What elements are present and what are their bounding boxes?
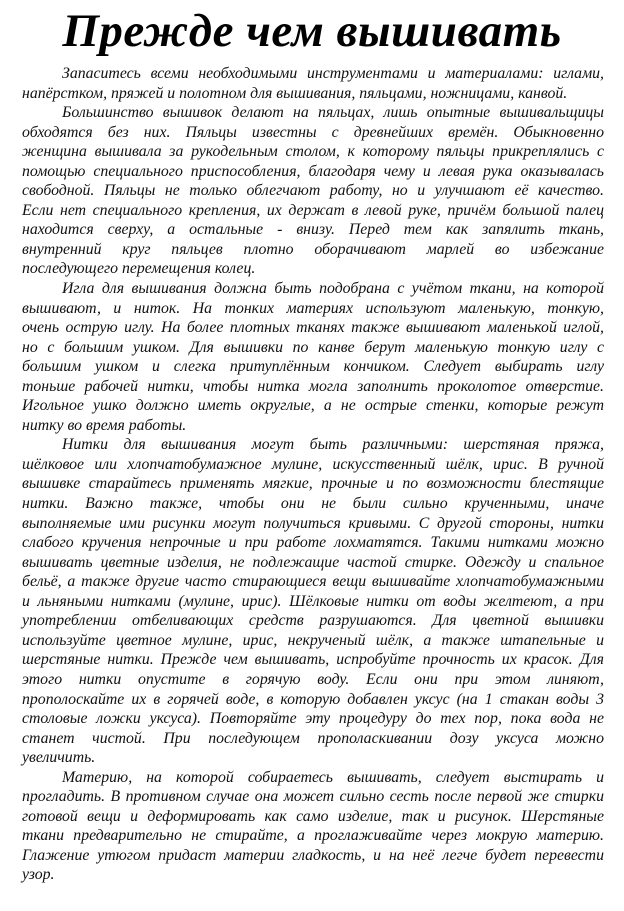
paragraph-line: шёлковое или хлопчатобумажное мулине, искусственный шёлк, ирис. В ручной <box>22 455 604 473</box>
paragraph-line: очень острую иглу. На более плотных тканях также вышивают маленькой иглой, <box>22 319 604 337</box>
page-title: Прежде чем вышивать <box>62 5 562 57</box>
paragraph-line: выполняемые ими рисунки могут получиться кривыми. С другой стороны, нитки <box>22 514 604 532</box>
paragraph-line: нитку во время работы. <box>22 416 187 434</box>
paragraph-line: помощью специального приспособления, благодаря чему и левая рука оказывалась <box>22 162 604 180</box>
paragraph-line: прополоскайте их в горячей воде, в которую добавлен уксус (на 1 стакан воды 3 <box>22 690 604 708</box>
paragraph-line: шерстяные нитки. Прежде чем вышивать, испробуйте прочность их красок. Для <box>22 651 604 669</box>
paragraph-line: Материю, на которой собираетесь вышивать, следует выстирать и <box>62 768 604 786</box>
paragraph-line: Нитки для вышивания могут быть различными: шерстяная пряжа, <box>62 436 604 454</box>
paragraph-line: находится сверху, а остальные - внизу. Перед тем как запялить ткань, <box>22 221 604 239</box>
paragraph-line: Если нет специального крепления, их держат в левой руке, причём большой палец <box>22 201 604 219</box>
paragraph-line: бельё, а также другие часто стирающиеся вещи вышивайте хлопчатобумажными <box>22 573 604 591</box>
paragraph <box>22 279 604 435</box>
paragraph <box>22 768 604 885</box>
paragraph <box>22 64 604 103</box>
paragraph-line: последующего перемещения колец. <box>22 260 256 278</box>
paragraph-line: нитки. Важно также, чтобы они не были сильно крученными, иначе <box>22 495 604 513</box>
paragraph-line: Запаситесь всеми необходимыми инструментами и материалами: иглами, <box>62 65 604 82</box>
paragraph-line: Глажение утюгом придаст материи гладкость, и на неё легче будет перевести <box>22 846 604 864</box>
paragraph-line: Игла для вышивания должна быть подобрана с учётом ткани, на которой <box>62 280 604 298</box>
paragraph-line: вышивают, и ниток. На тонких материях используют маленькую, тонкую, <box>22 299 604 317</box>
paragraph-line: напёрстком, пряжей и полотном для вышивания, пяльцами, ножницами, канвой. <box>22 84 568 102</box>
paragraph-line: прогладить. В противном случае она может сильно сесть после первой же стирки <box>22 788 604 806</box>
paragraph-line: внутренний круг пяльцев плотно оборачивают марлей во избежание <box>22 240 604 258</box>
paragraph-line: и льняными нитками (мулине, ирис). Шёлковые нитки от воды желтеют, а при <box>22 592 604 610</box>
paragraph-line: ткани предварительно не стирайте, а проглаживайте через мокрую материю. <box>22 827 604 845</box>
paragraph-line: готовой вещи и деформировать как само изделие, так и рисунок. Шерстяные <box>22 807 604 825</box>
paragraph-line: станет чистой. При последующем прополаскивании дозу уксуса можно <box>22 729 604 747</box>
paragraph-line: вышивке старайтесь применять мягкие, прочные и по возможности блестящие <box>22 475 604 493</box>
paragraph-line: обходятся без них. Пяльцы известны с древнейших времён. Обыкновенно <box>22 123 604 141</box>
paragraph-line: вышивать цветные изделия, не подлежащие частой стирке. Одежду и спальное <box>22 553 604 571</box>
paragraph-line: этого нитки опустите в горячую воду. Если они при этом линяют, <box>22 670 604 688</box>
paragraph-line: узор. <box>22 866 55 884</box>
paragraph-line: увеличить. <box>22 749 96 767</box>
paragraph-line: женщина вышивала за рукодельным столом, к которому пяльцы прикреплялись с <box>22 143 604 161</box>
paragraph-line: Большинство вышивок делают на пяльцах, лишь опытные вышивальщицы <box>62 104 604 122</box>
paragraph <box>22 435 604 767</box>
paragraph-line: свободной. Пяльцы не только облегчают работу, но и улучшают её качество. <box>22 182 604 200</box>
paragraph-line: слабого кручения непрочные и при работе лохматятся. Такими нитками можно <box>22 534 604 552</box>
paragraph-line: большим ушком и слегка притуплённым кончиком. Следует выбирать иглу <box>22 358 604 376</box>
document-body <box>22 64 604 885</box>
paragraph-line: тоньше рабочей нитки, чтобы нитка могла заполнить проколотое отверстие. <box>22 377 604 395</box>
paragraph <box>22 103 604 279</box>
paragraph-line: Игольное ушко должно иметь округлые, а не острые стенки, которые режут <box>22 397 604 415</box>
paragraph-line: используйте цветное мулине, ирис, некрученый шёлк, а также штапельные и <box>22 631 604 649</box>
paragraph-line: употреблении отбеливающих средств разрушаются. Для цветной вышивки <box>22 612 604 630</box>
paragraph-line: но с большим ушком. Для вышивки по канве берут маленькую тонкую иглу с <box>22 338 604 356</box>
paragraph-line: столовые ложки уксуса). Повторяйте эту процедуру до тех пор, пока вода не <box>22 710 604 728</box>
